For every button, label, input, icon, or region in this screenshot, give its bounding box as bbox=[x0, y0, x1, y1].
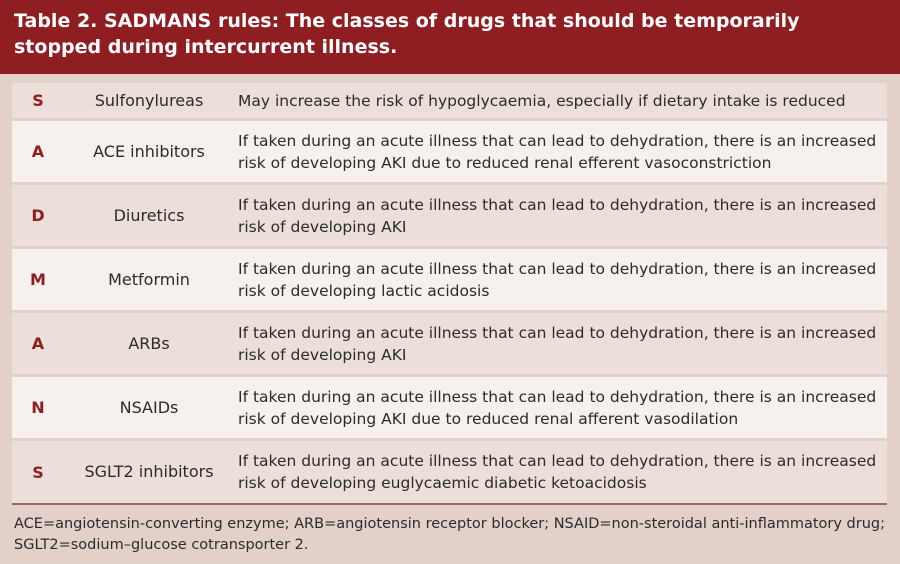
mnemonic-letter: N bbox=[31, 398, 45, 417]
drug-risk-description: If taken during an acute illness that can lead to dehydration, there is an increased risk of developing lactic acidosis bbox=[238, 259, 877, 300]
mnemonic-letter: S bbox=[32, 91, 44, 110]
table-row bbox=[12, 313, 887, 377]
drug-class: Diuretics bbox=[113, 205, 185, 225]
mnemonic-letter: A bbox=[31, 334, 45, 353]
table-row bbox=[12, 185, 887, 249]
drug-risk-description: If taken during an acute illness that can lead to dehydration, there is an increased risk of developing euglycaemic diabetic ketoacidosis bbox=[238, 452, 877, 492]
table-row bbox=[12, 83, 887, 121]
drug-class: SGLT2 inhibitors bbox=[84, 462, 214, 481]
drug-risk-description: May increase the risk of hypoglycaemia, especially if dietary intake is reduced bbox=[238, 91, 846, 110]
table-row bbox=[12, 249, 887, 313]
mnemonic-letter: A bbox=[31, 142, 45, 161]
mnemonic-letter: S bbox=[32, 462, 44, 482]
drug-class: Sulfonylureas bbox=[94, 90, 204, 110]
table-footnote: ACE=angiotensin-converting enzyme; ARB=angiotensin receptor blocker; NSAID=non-steroidal anti-inflammatory drug; SGLT2=sodium–glucose cotransporter 2. bbox=[14, 516, 885, 553]
drug-class: NSAIDs bbox=[119, 397, 179, 417]
mnemonic-letter: M bbox=[30, 270, 46, 289]
drug-risk-description: If taken during an acute illness that can lead to dehydration, there is an increased risk of developing AKI bbox=[238, 323, 877, 364]
mnemonic-letter: D bbox=[31, 206, 45, 225]
drug-risk-description: If taken during an acute illness that can lead to dehydration, there is an increased risk of developing AKI bbox=[238, 195, 877, 236]
drug-class: ACE inhibitors bbox=[93, 141, 205, 161]
drug-risk-description: If taken during an acute illness that can lead to dehydration, there is an increased risk of developing AKI due to reduced renal efferent vasoconstriction bbox=[238, 131, 877, 172]
drug-class: ARBs bbox=[128, 333, 170, 353]
table-title: Table 2. SADMANS rules: The classes of drugs that should be temporarily stopped during intercurrent illness. bbox=[14, 10, 800, 58]
table-row bbox=[12, 377, 887, 441]
drug-risk-description: If taken during an acute illness that can lead to dehydration, there is an increased risk of developing AKI due to reduced renal afferent vasodilation bbox=[238, 387, 877, 428]
table-header-bar bbox=[0, 0, 900, 74]
table-row bbox=[12, 441, 887, 505]
sadmans-table bbox=[12, 83, 887, 505]
drug-class: Metformin bbox=[108, 269, 190, 289]
table-row bbox=[12, 121, 887, 185]
